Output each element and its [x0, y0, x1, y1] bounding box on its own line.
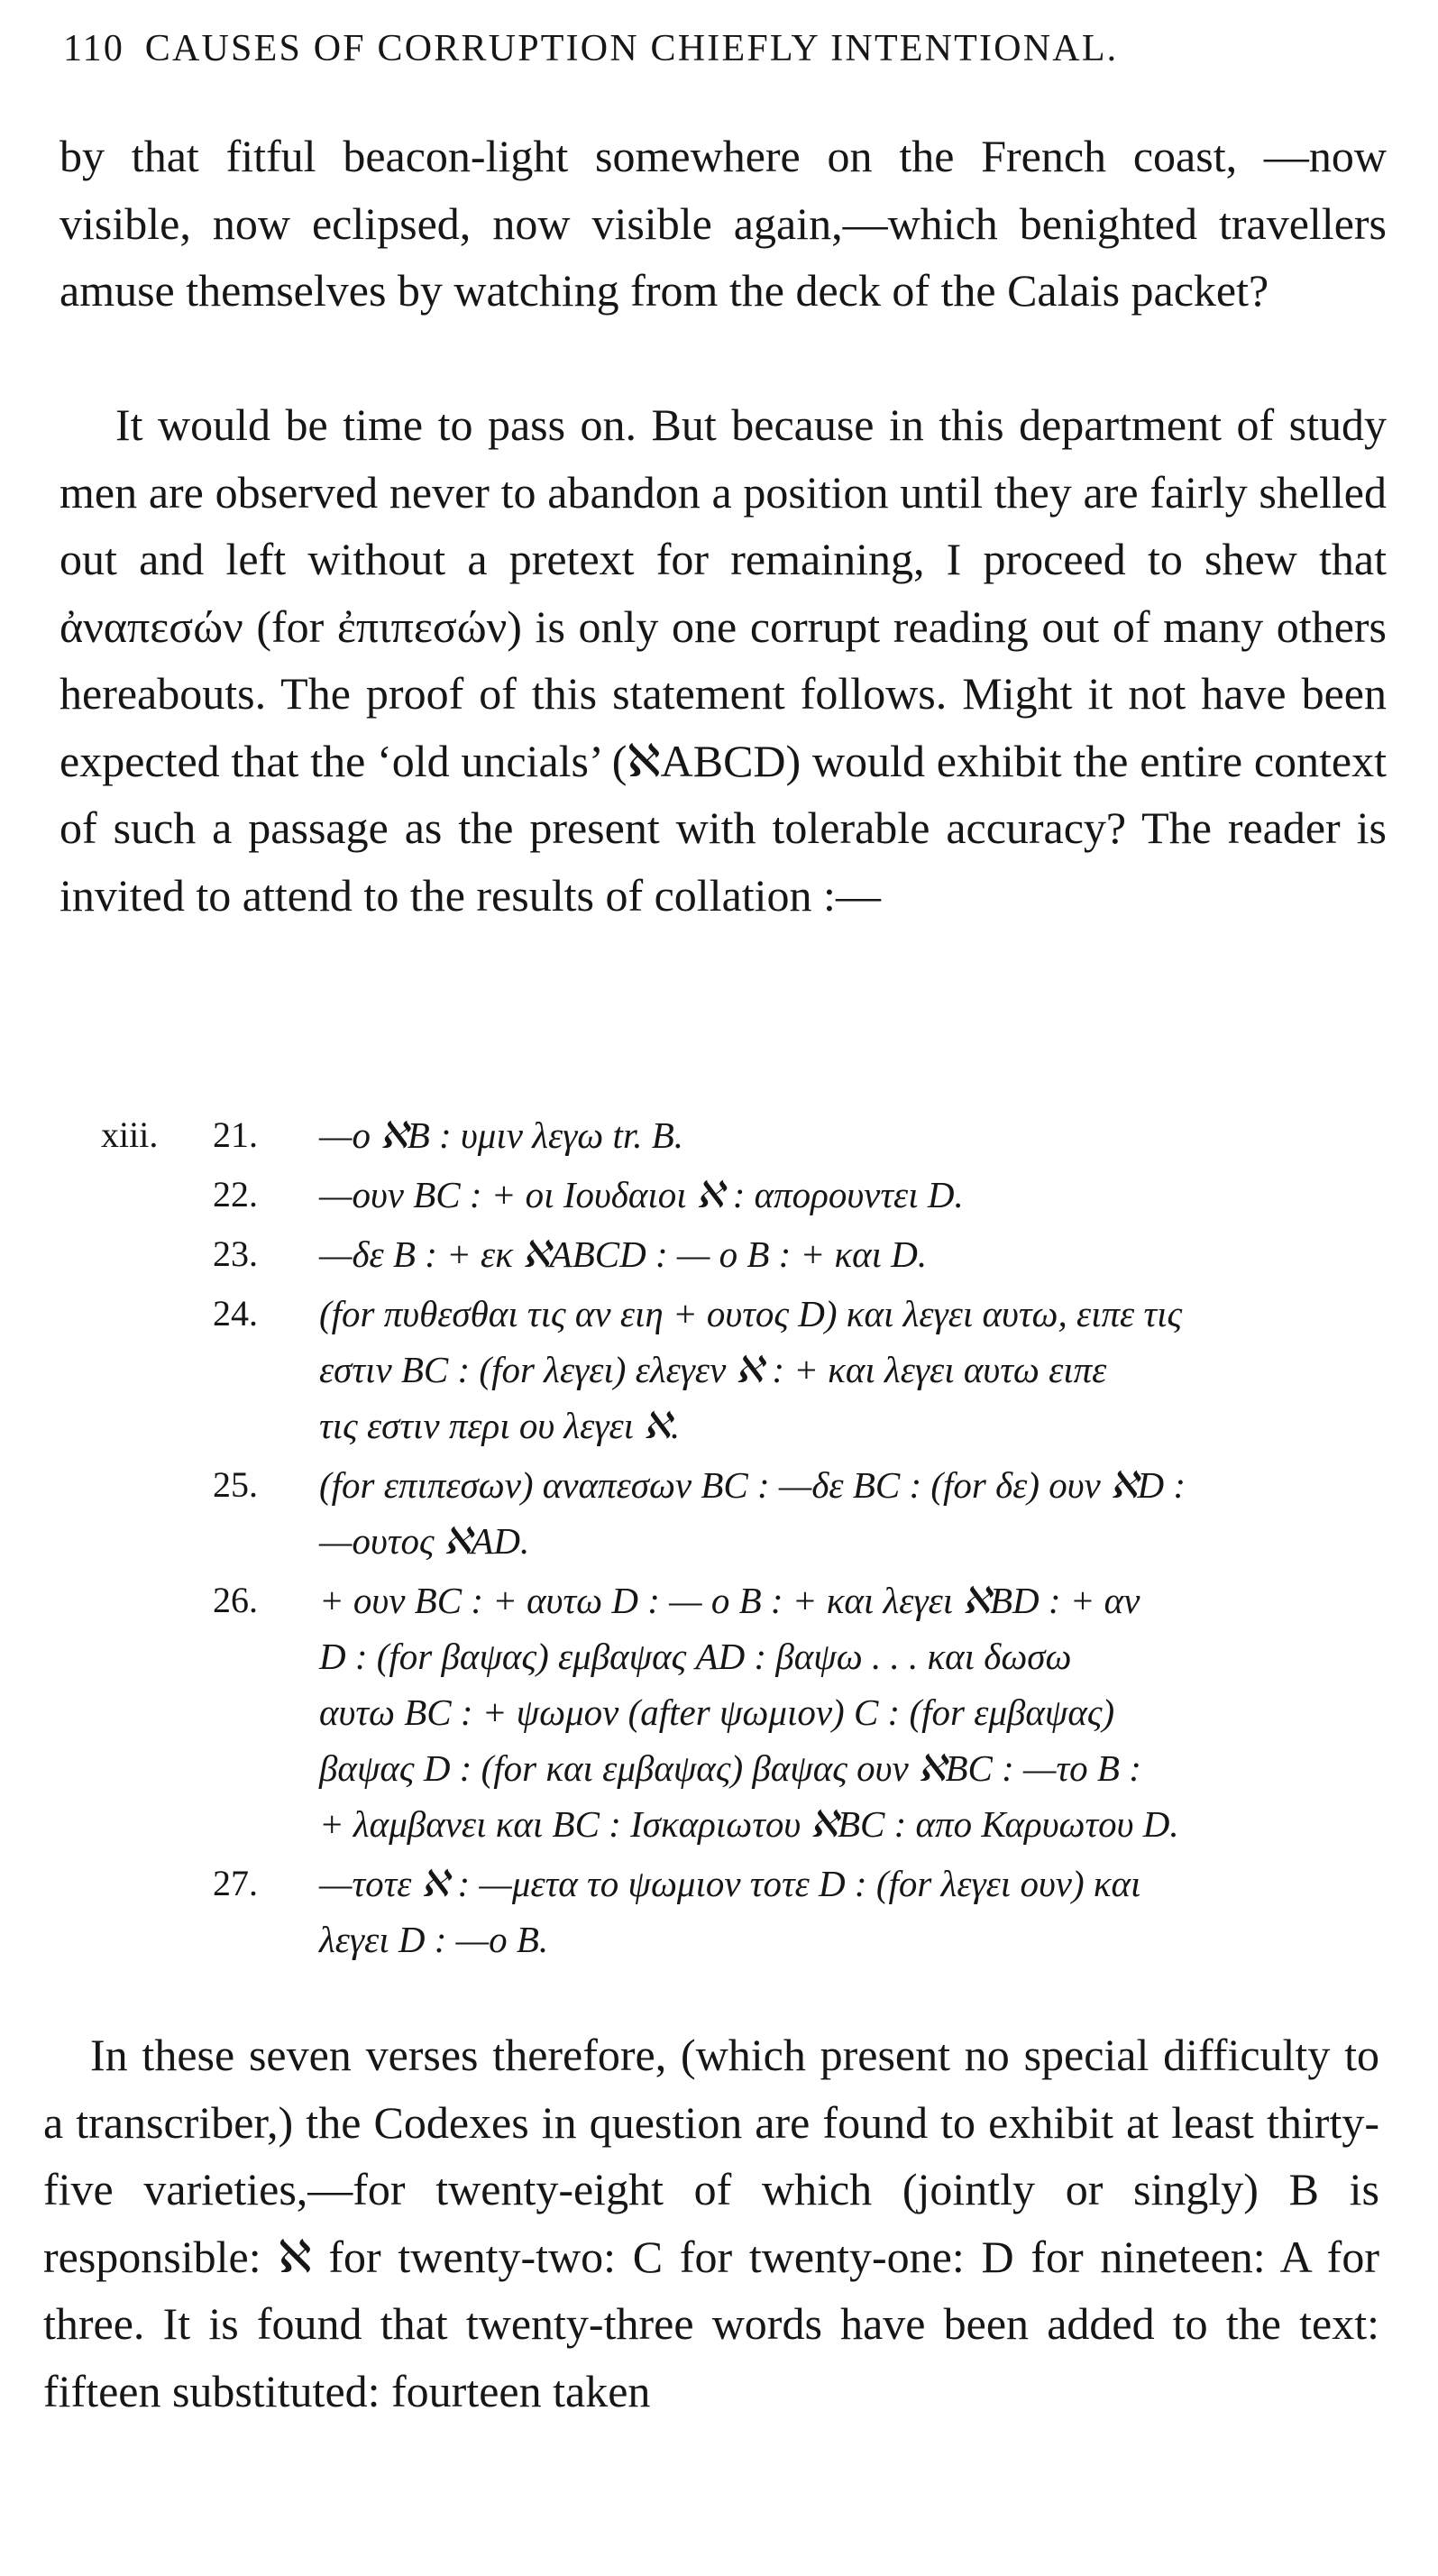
- collation-verse-27: [101, 1856, 1390, 1967]
- chapter-label: xiii.: [101, 1114, 159, 1155]
- running-head: [63, 27, 1388, 70]
- paragraph-continued: by that fitful beacon-light somewhere on the French coast, —now visible, now eclipsed, now visible again,—which benighted travellers amuse themselves by watching from the deck of the Calais packet?: [60, 131, 1387, 316]
- verse-variants: [317, 1457, 1390, 1569]
- verse-number: 22.: [213, 1174, 258, 1215]
- variant-line: εστιν BC : (for λεγει) ελεγεν ℵ : + και λεγει αυτω ειπε: [319, 1349, 1107, 1390]
- variant-line: —τοτε ℵ : —μετα το ψωμιον τοτε D : (for λεγει ουν) και: [319, 1863, 1141, 1904]
- variant-line: αυτω BC : + ψωμον (after ψωμιον) C : (for εμβαψας): [319, 1691, 1115, 1733]
- variant-line: (for επιπεσων) αναπεσων BC : —δε BC : (for δε) ουν ℵD :: [319, 1464, 1186, 1506]
- collation-verse-21: [101, 1107, 1390, 1163]
- verse-variants: [317, 1107, 1390, 1163]
- verse-variants: [317, 1167, 1390, 1223]
- variant-line: λεγει D : —ο B.: [319, 1919, 549, 1960]
- variant-line: —δε B : + εκ ℵABCD : — ο B : + και D.: [319, 1233, 928, 1275]
- verse-number: 24.: [213, 1293, 258, 1334]
- page-number: 110: [63, 28, 125, 69]
- verse-number: 26.: [213, 1580, 258, 1620]
- variant-line: —ο ℵB : υμιν λεγω tr. B.: [319, 1114, 684, 1156]
- collation-verse-26: [101, 1572, 1390, 1852]
- paragraph-argument: It would be time to pass on. But because in this department of study men are observed never to abandon a position until they are fairly shelled out and left without a pretext for remaining, I proceed to shew that ἀναπεσών (for ἐπιπεσών) is only one corrupt reading out of many others hereabouts. The proof of this statement follows. Might it not have been expected that the ‘old uncials’ (ℵABCD) would exhibit the entire context of such a passage as the present with tolerable accuracy? The reader is invited to attend to the results of collation :—: [60, 399, 1387, 921]
- verse-number: 21.: [213, 1114, 258, 1155]
- verse-number: 27.: [213, 1863, 258, 1903]
- collation-verse-23: [101, 1226, 1390, 1282]
- variant-line: D : (for βαψας) εμβαψας AD : βαψω . . . και δωσω: [319, 1636, 1072, 1677]
- variant-line: —ουτος ℵAD.: [319, 1520, 530, 1562]
- collation-verse-25: [101, 1457, 1390, 1569]
- paragraph-summary: In these seven verses therefore, (which present no special difficulty to a transcriber,) the Codexes in question are found to exhibit at least thirty-five varieties,—for twenty-eight of which (jointly or singly) B is responsible: ℵ for twenty-two: C for twenty-one: D for nineteen: A for three. It is found that twenty-three words have been added to the text: fifteen substituted: fourteen taken: [43, 2030, 1379, 2416]
- variant-line: (for πυθεσθαι τις αν ειη + ουτος D) και λεγει αυτω, ειπε τις: [319, 1293, 1183, 1334]
- verse-number: 25.: [213, 1464, 258, 1505]
- verse-variants: [317, 1286, 1390, 1453]
- variant-line: τις εστιν περι ου λεγει ℵ.: [319, 1405, 681, 1446]
- variant-line: —ουν BC : + οι Ιουδαιοι ℵ : απορουντει D.: [319, 1174, 964, 1215]
- variant-line: βαψας D : (for και εμβαψας) βαψας ουν ℵBC : —το B :: [319, 1747, 1141, 1789]
- running-title: CAUSES OF CORRUPTION CHIEFLY INTENTIONAL.: [144, 28, 1119, 69]
- collation-verse-24: [101, 1286, 1390, 1453]
- collation-verse-22: [101, 1167, 1390, 1223]
- variant-line: + λαμβανει και BC : Ισκαριωτου ℵBC : απο Καρυωτου D.: [319, 1803, 1179, 1845]
- verse-number: 23.: [213, 1233, 258, 1274]
- verse-variants: [317, 1572, 1390, 1852]
- collation-list: [101, 1107, 1390, 1971]
- verse-variants: [317, 1856, 1390, 1967]
- verse-variants: [317, 1226, 1390, 1282]
- variant-line: + ουν BC : + αυτω D : — ο B : + και λεγει ℵBD : + αν: [319, 1580, 1140, 1621]
